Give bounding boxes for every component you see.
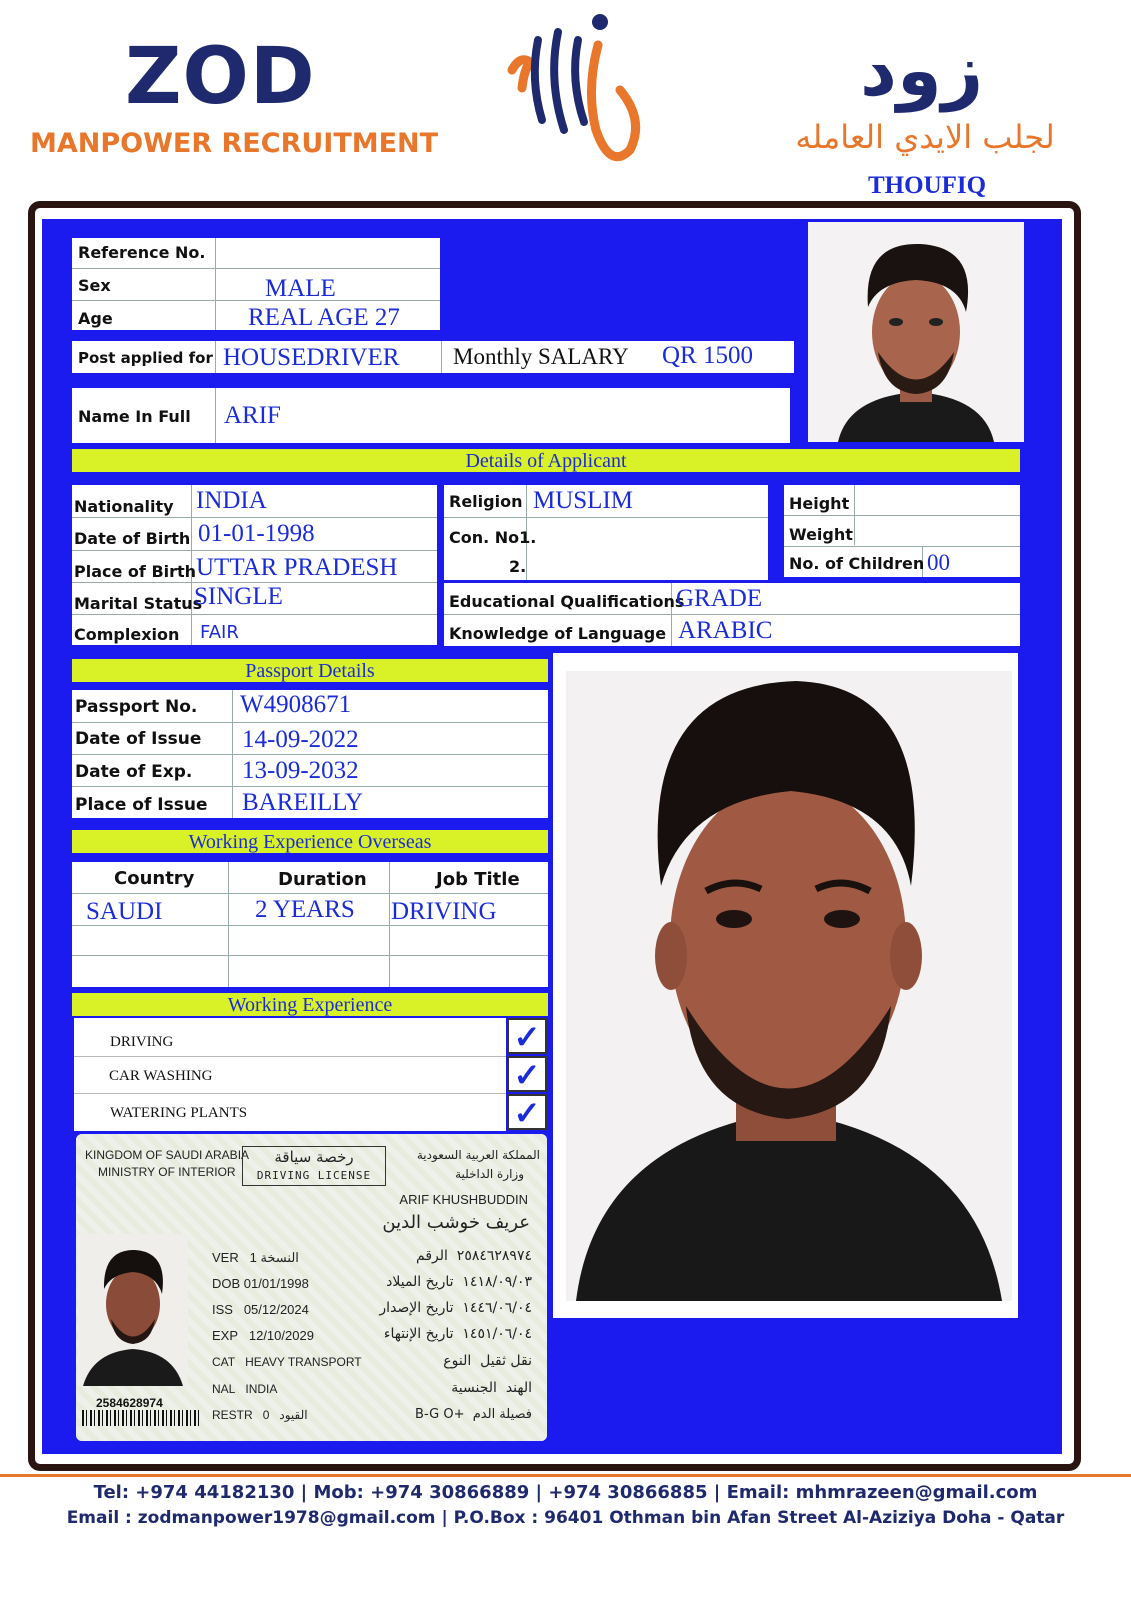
overseas-job-value: DRIVING [391, 898, 497, 925]
complexion-value: FAIR [200, 622, 239, 643]
license-barcode [82, 1410, 200, 1426]
license-row: RESTR 0 القيود [212, 1408, 308, 1422]
passport-no-label: Passport No. [75, 697, 198, 717]
footer-contact-line: Tel: +974 44182130 | Mob: +974 30866889 | +974 30866885 | Email: mhmrazeen@gmail.com [93, 1482, 1038, 1503]
post-value: HOUSEDRIVER [223, 344, 400, 371]
license-id-number: 2584628974 [96, 1396, 163, 1410]
check-icon: ✓ [507, 1056, 547, 1092]
nationality-label: Nationality [74, 497, 174, 516]
passport-no-value: W4908671 [240, 691, 352, 718]
driving-license-card [76, 1134, 547, 1441]
education-value: GRADE [676, 585, 763, 612]
footer-divider [0, 1474, 1131, 1477]
issue-date-value: 14-09-2022 [242, 726, 359, 753]
license-row: CAT HEAVY TRANSPORT [212, 1355, 362, 1369]
overseas-heading: Working Experience Overseas [72, 830, 548, 853]
post-label: Post applied for [78, 349, 213, 367]
footer-address-line: Email : zodmanpower1978@gmail.com | P.O.Box : 96401 Othman bin Afan Street Al-Aziziya Doha - Qatar [66, 1508, 1065, 1528]
place-of-issue-value: BAREILLY [242, 789, 364, 816]
overseas-header-job: Job Title [436, 869, 520, 890]
contact1-label: Con. No1. [449, 528, 537, 547]
dob-label: Date of Birth [74, 529, 191, 548]
expiry-date-value: 13-09-2032 [242, 757, 359, 784]
reference-label: Reference No. [78, 243, 206, 262]
license-ministry: MINISTRY OF INTERIOR [98, 1165, 236, 1179]
logo-icon [500, 10, 660, 180]
experience-item-watering-plants: WATERING PLANTS [110, 1105, 248, 1121]
license-row: DOB 01/01/1998 [212, 1276, 309, 1291]
license-row: EXP 12/10/2029 [212, 1328, 314, 1343]
license-row: VER 1 النسخة [212, 1250, 299, 1265]
check-icon: ✓ [507, 1018, 547, 1054]
overseas-duration-value: 2 YEARS [255, 896, 355, 923]
complexion-label: Complexion [74, 625, 180, 644]
experience-heading: Working Experience [72, 993, 548, 1016]
pob-value: UTTAR PRADESH [196, 554, 398, 581]
salary-value: QR 1500 [662, 342, 753, 369]
place-of-issue-label: Place of Issue [75, 795, 208, 815]
experience-item-driving: DRIVING [110, 1034, 174, 1050]
language-value: ARABIC [678, 617, 773, 644]
name-value: ARIF [224, 402, 281, 429]
license-type-ar: رخصة سياقة [274, 1148, 354, 1166]
age-label: Age [78, 309, 113, 328]
sex-label: Sex [78, 276, 111, 295]
religion-label: Religion [449, 492, 523, 511]
license-row-ar: ٢٥٨٤٦٢٨٩٧٤ الرقم [416, 1248, 532, 1264]
weight-label: Weight [789, 525, 853, 544]
sex-value: MALE [265, 275, 336, 302]
applicant-photo-small [808, 222, 1024, 442]
dob-value: 01-01-1998 [198, 520, 315, 547]
applicant-photo-large [553, 653, 1018, 1318]
license-kingdom-ar: المملكة العربية السعودية [416, 1148, 540, 1162]
overseas-country-value: SAUDI [86, 898, 163, 925]
age-value: REAL AGE 27 [248, 304, 400, 331]
license-name-ar: عريف خوشب الدين [382, 1212, 530, 1233]
license-row-ar: ١٤١٨/٠٩/٠٣ تاريخ الميلاد [386, 1274, 532, 1290]
children-label: No. of Children [789, 554, 925, 573]
arabic-brand: زود [860, 28, 984, 112]
agent-name: THOUFIQ [868, 172, 987, 199]
education-label: Educational Qualifications [449, 592, 685, 611]
salary-label: Monthly SALARY [453, 344, 629, 369]
language-label: Knowledge of Language [449, 624, 667, 643]
license-row-ar: ١٤٥١/٠٦/٠٤ تاريخ الإنتهاء [383, 1326, 532, 1342]
name-label: Name In Full [78, 407, 191, 426]
experience-item-car-washing: CAR WASHING [109, 1068, 213, 1084]
details-heading: Details of Applicant [72, 449, 1020, 472]
pob-label: Place of Birth [74, 562, 197, 581]
license-ministry-ar: وزارة الداخلية [455, 1167, 524, 1181]
license-kingdom: KINGDOM OF SAUDI ARABIA [85, 1148, 250, 1162]
height-label: Height [789, 494, 850, 513]
issue-date-label: Date of Issue [75, 729, 202, 749]
religion-value: MUSLIM [533, 487, 634, 514]
license-type-en: DRIVING LICENSE [256, 1169, 372, 1182]
contact2-label: 2. [509, 557, 527, 576]
brand-tagline: MANPOWER RECRUITMENT [30, 128, 439, 159]
license-row-ar: الهند الجنسية [451, 1380, 532, 1396]
license-row-ar: B-G O+ فصيلة الدم [415, 1407, 532, 1422]
overseas-header-duration: Duration [278, 869, 367, 890]
passport-heading: Passport Details [72, 659, 548, 682]
license-row: NAL INDIA [212, 1382, 278, 1396]
brand-logo-text: ZOD [125, 32, 316, 122]
arabic-tagline: لجلب الايدي العامله [795, 118, 1055, 156]
overseas-header-country: Country [114, 868, 195, 889]
check-icon: ✓ [507, 1094, 547, 1130]
expiry-date-label: Date of Exp. [75, 762, 193, 782]
marital-label: Marital Status [74, 594, 203, 613]
children-value: 00 [927, 550, 950, 575]
license-name-en: ARIF KHUSHBUDDIN [399, 1192, 528, 1207]
license-row-ar: ١٤٤٦/٠٦/٠٤ تاريخ الإصدار [379, 1300, 532, 1316]
nationality-value: INDIA [196, 487, 267, 514]
license-photo [78, 1234, 188, 1386]
license-row-ar: نقل ثقيل النوع [443, 1353, 532, 1369]
marital-value: SINGLE [194, 583, 283, 610]
license-row: ISS 05/12/2024 [212, 1302, 309, 1317]
